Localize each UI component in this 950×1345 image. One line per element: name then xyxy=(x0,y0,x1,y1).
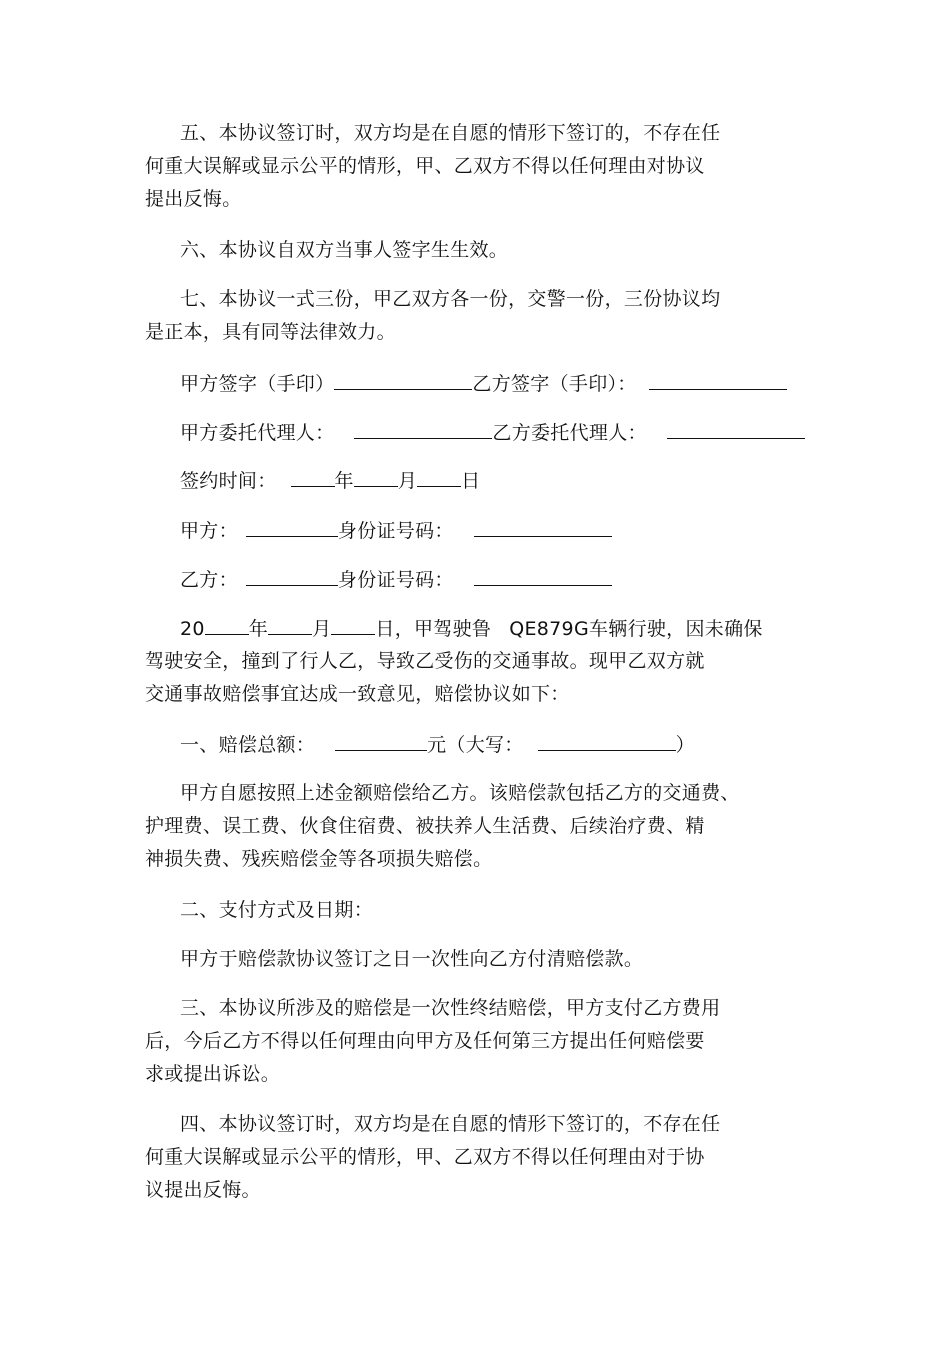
vehicle-plate: QE879G xyxy=(509,618,589,640)
intro-year-prefix: 20 xyxy=(180,618,205,640)
intro-month-label: 月 xyxy=(312,618,332,640)
amount-uppercase-blank xyxy=(538,732,676,751)
clause-1-label: 一、赔偿总额： xyxy=(180,734,316,756)
sign-time-line xyxy=(180,468,480,493)
sign-month-blank xyxy=(354,468,398,487)
clause-3-line-3: 求或提出诉讼。 xyxy=(145,1063,281,1085)
clause-4-line-2: 何重大误解或显示公平的情形，甲、乙双方不得以任何理由对于协 xyxy=(145,1146,705,1168)
clause-1-detail-line-1: 甲方自愿按照上述金额赔偿给乙方。该赔偿款包括乙方的交通费、 xyxy=(180,782,740,804)
party-b-sign-label: 乙方签字（手印）： xyxy=(472,373,637,395)
article-5-line-3: 提出反悔。 xyxy=(145,188,242,210)
article-7-line-1: 七、本协议一式三份，甲乙双方各一份，交警一份，三份协议均 xyxy=(180,288,721,310)
sign-day-label: 日 xyxy=(461,470,481,492)
agent-line xyxy=(180,420,805,445)
party-b-agent-label: 乙方委托代理人： xyxy=(492,422,647,444)
intro-year-label: 年 xyxy=(248,618,269,640)
signature-line xyxy=(180,371,787,396)
party-a-label: 甲方： xyxy=(180,520,238,542)
party-b-label: 乙方： xyxy=(180,569,238,591)
intro-month-blank xyxy=(268,616,312,635)
party-b-sign-blank xyxy=(649,371,787,390)
party-a-sign-label: 甲方签字（手印） xyxy=(180,373,335,395)
clause-1-detail-line-2: 护理费、误工费、伙食住宿费、被扶养人生活费、后续治疗费、精 xyxy=(145,815,705,837)
party-b-name-blank xyxy=(246,567,338,586)
intro-line-2: 驾驶安全，撞到了行人乙，导致乙受伤的交通事故。现甲乙双方就 xyxy=(145,650,705,672)
clause-1-unit: 元（大写： xyxy=(427,734,524,756)
party-b-agent-blank xyxy=(667,420,805,439)
clause-2: 二、支付方式及日期： xyxy=(180,899,374,921)
intro-line-3: 交通事故赔偿事宜达成一致意见，赔偿协议如下： xyxy=(145,683,570,705)
sign-year-label: 年 xyxy=(334,470,354,492)
clause-1-line xyxy=(180,732,695,757)
clause-3-line-1: 三、本协议所涉及的赔偿是一次性终结赔偿，甲方支付乙方费用 xyxy=(180,997,721,1019)
sign-month-label: 月 xyxy=(397,470,418,492)
party-a-id-line xyxy=(180,518,612,543)
party-a-agent-blank xyxy=(354,420,492,439)
party-a-sign-blank xyxy=(334,371,472,390)
clause-1-detail-line-3: 神损失费、残疾赔偿金等各项损失赔偿。 xyxy=(145,848,493,870)
article-7-line-2: 是正本，具有同等法律效力。 xyxy=(145,321,396,343)
intro-rest: 车辆行驶，因未确保 xyxy=(588,618,763,640)
clause-3-line-2: 后，今后乙方不得以任何理由向甲方及任何第三方提出任何赔偿要 xyxy=(145,1030,705,1052)
party-b-id-label: 身份证号码： xyxy=(337,569,454,591)
party-a-agent-label: 甲方委托代理人： xyxy=(180,422,335,444)
intro-year-blank xyxy=(205,616,249,635)
party-b-id-line xyxy=(180,567,612,592)
clause-2-detail: 甲方于赔偿款协议签订之日一次性向乙方付清赔偿款。 xyxy=(180,948,644,970)
party-a-id-label: 身份证号码： xyxy=(337,520,454,542)
intro-line-1 xyxy=(180,616,763,641)
sign-day-blank xyxy=(417,468,461,487)
intro-day-blank xyxy=(331,616,375,635)
article-6: 六、本协议自双方当事人签字生生效。 xyxy=(180,239,509,261)
party-a-id-blank xyxy=(474,518,612,537)
article-5-line-1: 五、本协议签订时，双方均是在自愿的情形下签订的，不存在任 xyxy=(180,122,721,144)
article-5-line-2: 何重大误解或显示公平的情形，甲、乙双方不得以任何理由对协议 xyxy=(145,155,705,177)
party-a-name-blank xyxy=(246,518,338,537)
sign-time-label: 签约时间： xyxy=(180,470,277,492)
amount-blank xyxy=(335,732,427,751)
clause-4-line-3: 议提出反悔。 xyxy=(145,1179,261,1201)
clause-4-line-1: 四、本协议签订时，双方均是在自愿的情形下签订的，不存在任 xyxy=(180,1113,721,1135)
intro-day-text: 日，甲驾驶鲁 xyxy=(375,618,492,640)
clause-1-close: ） xyxy=(675,734,695,756)
sign-year-blank xyxy=(291,468,335,487)
party-b-id-blank xyxy=(474,567,612,586)
